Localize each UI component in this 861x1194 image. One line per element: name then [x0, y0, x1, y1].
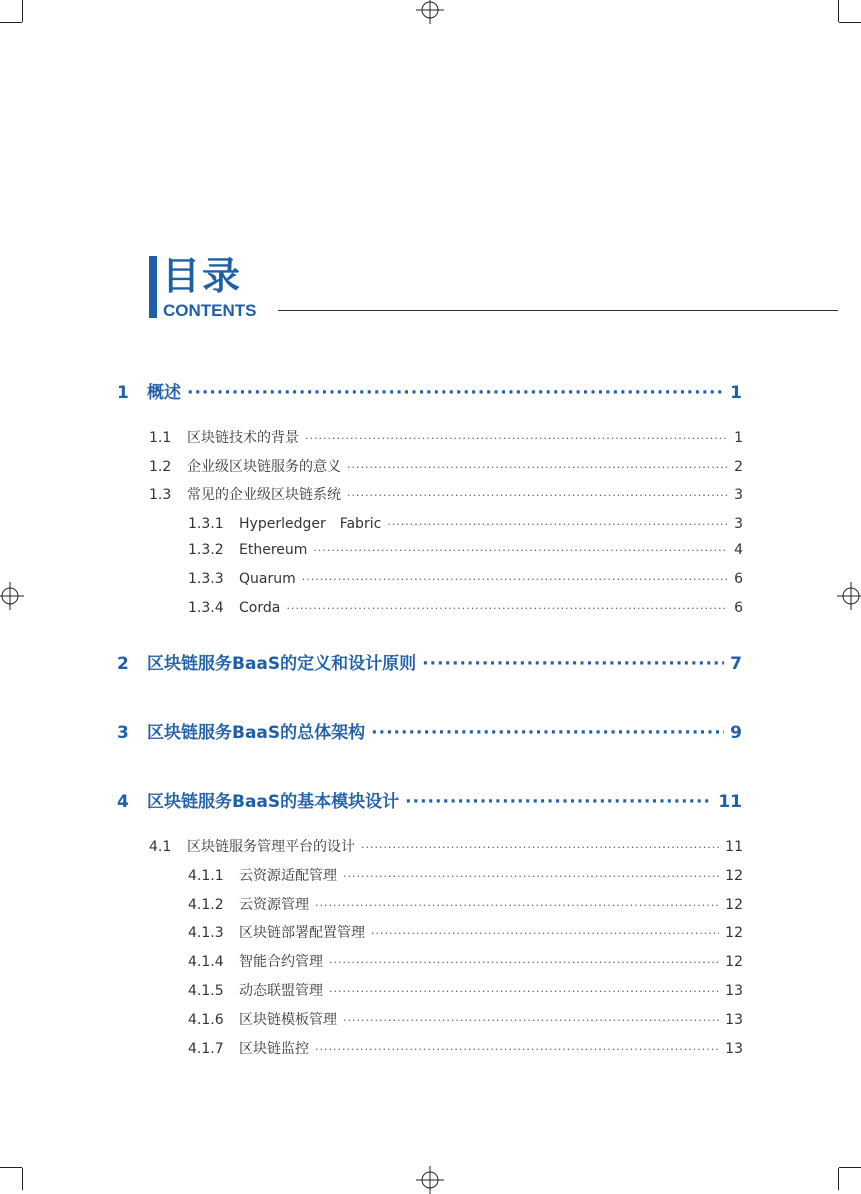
toc-entry-page: 2	[734, 459, 743, 475]
toc-entry-title: 企业级区块链服务的意义	[187, 459, 341, 475]
toc-entry-number: 1.3.4	[188, 600, 224, 616]
toc-entry[interactable]	[117, 649, 742, 674]
toc-leader-dots	[302, 573, 728, 586]
toc-entry-page: 12	[725, 868, 743, 884]
toc-entry[interactable]	[188, 542, 743, 558]
toc-entry-title: 常见的企业级区块链系统	[187, 487, 341, 503]
toc-leader-dots	[329, 956, 719, 969]
toc-entry-title: 区块链服务BaaS的总体架构	[147, 723, 366, 743]
toc-entry-page: 6	[734, 600, 743, 616]
toc-entry-number: 1.3	[149, 487, 172, 503]
toc-entry[interactable]	[188, 1038, 743, 1058]
toc-entry-title: 区块链服务BaaS的定义和设计原则	[147, 654, 417, 674]
toc-entry-title: Quarum	[239, 571, 296, 587]
toc-entry-page: 13	[725, 983, 743, 999]
toc-entry-title: 区块链技术的背景	[187, 430, 299, 446]
toc-leader-dots	[387, 518, 728, 531]
toc-entry[interactable]	[149, 427, 743, 447]
toc-entry-title: 区块链服务BaaS的基本模块设计	[147, 792, 400, 812]
toc-leader-dots	[305, 432, 728, 445]
toc-entry-page: 1	[734, 430, 743, 446]
toc-entry-title: 区块链模板管理	[239, 1012, 337, 1028]
toc-entry-page: 12	[725, 954, 743, 970]
toc-leader-dots	[371, 927, 719, 940]
toc-entry-title: Hyperledger Fabric	[239, 516, 382, 532]
toc-leader-dots	[347, 461, 728, 474]
toc-leader-dots	[371, 723, 724, 743]
toc-entry-number: 1.3.2	[188, 542, 224, 558]
toc-entry-page: 3	[734, 516, 743, 532]
toc-leader-dots	[405, 792, 712, 812]
toc-entry[interactable]	[188, 513, 743, 533]
toc-entry-page: 11	[725, 839, 743, 855]
toc-entry-number: 3	[117, 723, 129, 743]
toc-entry-page: 9	[730, 723, 742, 743]
toc-leader-dots	[313, 544, 728, 557]
toc-entry[interactable]	[117, 718, 742, 743]
toc-entry[interactable]	[117, 787, 742, 812]
toc-entry[interactable]	[188, 894, 743, 914]
toc-entry-title: Ethereum	[239, 542, 308, 558]
toc-entry-title: 区块链服务管理平台的设计	[187, 839, 355, 855]
toc-entry-page: 11	[718, 792, 742, 812]
toc-entry-title: 智能合约管理	[239, 954, 323, 970]
toc-entry-title: 云资源适配管理	[239, 868, 337, 884]
toc-entry[interactable]	[188, 1009, 743, 1029]
toc-entry-page: 7	[730, 654, 742, 674]
toc-entry-page: 3	[734, 487, 743, 503]
toc-entry-title: Corda	[239, 600, 281, 616]
toc-leader-dots	[286, 602, 728, 615]
toc-entry-page: 4	[734, 542, 743, 558]
toc-entry-number: 1.3.3	[188, 571, 224, 587]
toc-entry-title: 区块链监控	[239, 1041, 309, 1057]
toc-entry-number: 2	[117, 654, 129, 674]
toc-leader-dots	[315, 899, 719, 912]
toc-entry-number: 4.1.6	[188, 1012, 224, 1028]
page-subtitle: CONTENTS	[163, 301, 257, 320]
toc-leader-dots	[315, 1043, 719, 1056]
toc-leader-dots	[343, 1014, 719, 1027]
toc-entry-number: 1.3.1	[188, 516, 224, 532]
toc-entry[interactable]	[188, 951, 743, 971]
toc-leader-dots	[361, 841, 719, 854]
toc-entry-number: 4.1.5	[188, 983, 224, 999]
toc-entry-title: 动态联盟管理	[239, 983, 323, 999]
toc-entry-number: 1.1	[149, 430, 172, 446]
toc-entry[interactable]	[149, 456, 743, 476]
toc-leader-dots	[347, 489, 728, 502]
toc-entry[interactable]	[117, 378, 742, 403]
toc-entry-number: 4.1.1	[188, 868, 224, 884]
toc-entry-number: 4.1	[149, 839, 172, 855]
toc-entry-page: 1	[730, 383, 742, 403]
toc-entry[interactable]	[188, 922, 743, 942]
toc-entry-title: 云资源管理	[239, 897, 309, 913]
toc-entry-page: 13	[725, 1041, 743, 1057]
toc-entry-number: 1	[117, 383, 129, 403]
toc-entry-number: 4.1.3	[188, 925, 224, 941]
toc-entry[interactable]	[149, 484, 743, 504]
toc-entry-page: 13	[725, 1012, 743, 1028]
toc-entry[interactable]	[188, 571, 743, 587]
toc-entry-number: 4.1.4	[188, 954, 224, 970]
toc-entry-number: 4.1.7	[188, 1041, 224, 1057]
toc-entry-page: 12	[725, 897, 743, 913]
toc-entry-number: 1.2	[149, 459, 172, 475]
toc-entry-title: 概述	[147, 383, 181, 403]
toc-leader-dots	[343, 870, 719, 883]
page-title: 目录	[162, 254, 243, 298]
toc-entry[interactable]	[188, 865, 743, 885]
toc-entry-number: 4.1.2	[188, 897, 224, 913]
toc-entry-title: 区块链部署配置管理	[239, 925, 365, 941]
toc-entry[interactable]	[188, 600, 743, 616]
toc-entry[interactable]	[149, 836, 743, 856]
toc-entry-page: 12	[725, 925, 743, 941]
toc-entry-page: 6	[734, 571, 743, 587]
toc-entry[interactable]	[188, 980, 743, 1000]
toc-leader-dots	[422, 654, 724, 674]
toc-entry-number: 4	[117, 792, 129, 812]
toc-leader-dots	[329, 985, 719, 998]
toc-leader-dots	[187, 383, 724, 403]
